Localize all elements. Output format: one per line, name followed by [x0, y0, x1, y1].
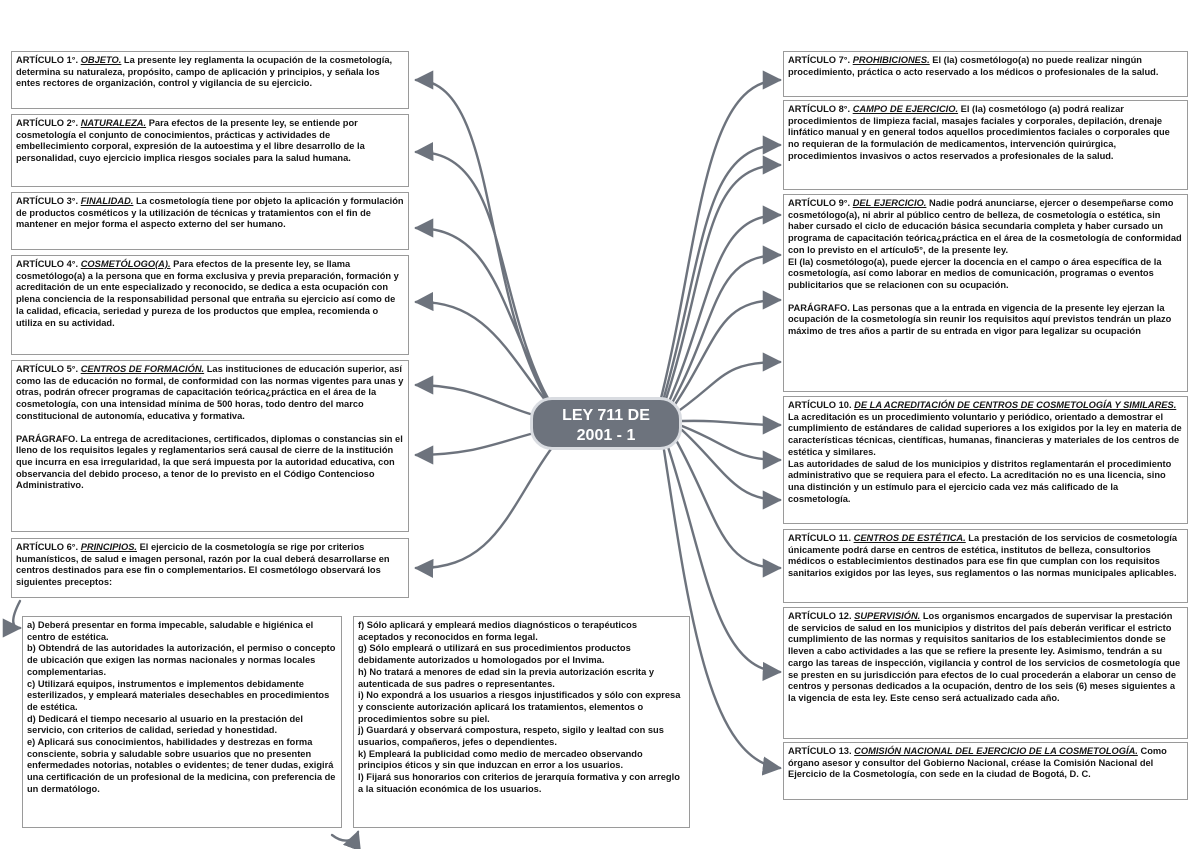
article-text: Los organismos encargados de supervisar la prestación de servicios de salud en los municipios y distritos del país deberán verificar el estricto cumplimiento de las normas y requisitos sanitarios de los establecimientos donde se lleven a cabo actividades a las que se refiere la presente ley. Asimismo, tendrán a su cargo las tareas de inspección, vigilancia y control de los servicios de cosmetología que se presten en su jurisdicción para efectos de lo cual procederán a elaborar un censo de centros y personas dedicados a la ocupación, dentro de los seis (6) meses siguientes a la vigencia de esta ley. Este censo será actualizado cada año. [788, 611, 1181, 703]
article-8-box[interactable] [783, 100, 1188, 190]
precepts-f-l-box[interactable] [353, 616, 690, 828]
article-5-box[interactable] [11, 360, 409, 532]
article-label: ARTÍCULO 3°. [16, 196, 79, 206]
link-art10-c [682, 430, 780, 500]
precept-item: b) Obtendrá de las autoridades la autorización, el permiso o concepto de ubicación que exigen las normas nacionales y normas locales complementarias. [27, 643, 336, 677]
article-title: DE LA ACREDITACIÓN DE CENTROS DE COSMETOLOGÍA Y SIMILARES. [854, 400, 1177, 410]
article-title: COSMETÓLOGO(A). [80, 259, 171, 269]
article-12-box[interactable] [783, 607, 1188, 739]
article-label: ARTÍCULO 1°. [16, 55, 79, 65]
article-text: Nadie podrá anunciarse, ejercer o desempeñarse como cosmetólogo(a), ni abrir al público centro de belleza, de cosmetología o estética, sin haber cursado el ciclo de educación básica secundaria completa y haber cursado un programa de capacitación teórica¿práctica en el área de la cosmetología de conformidad con lo previsto en el artículo5°, de la presente ley. [788, 198, 1182, 255]
paragraph-label: PARÁGRAFO. [16, 433, 78, 444]
central-topic-line2: 2001 - 1 [576, 427, 636, 444]
precept-item: h) No tratará a menores de edad sin la previa autorización escrita y autenticada de sus padres o representantes. [358, 666, 655, 689]
central-topic-line1: LEY 711 DE [562, 407, 650, 424]
article-10-box[interactable] [783, 396, 1188, 524]
article-text-2: Las autoridades de salud de los municipios y distritos reglamentarán el procedimiento administrativo que se requiera para el efecto. La acreditación no es una licencia, sino una distinción y un estímulo para el ejercicio cada vez más calificado de la cosmetología. [788, 458, 1172, 504]
article-label: ARTÍCULO 2°. [16, 118, 79, 128]
link-art10 [682, 421, 780, 425]
article-11-box[interactable] [783, 529, 1188, 603]
paragraph-label: PARÁGRAFO. [788, 302, 850, 313]
article-title: OBJETO. [80, 55, 122, 65]
article-label: ARTÍCULO 9°. [788, 198, 851, 208]
article-text: Las instituciones de educación superior, así como las de educación no formal, de conformidad con las normas vigentes para unas y otras, podrán ofrecer programas de capacitación teórica¿práctica en el área de la cosmetología, con una intensidad mínima de 500 horas, todo dentro del marco constitucional de autonomía, educativa y formativa. [16, 364, 404, 421]
precept-item: d) Dedicará el tiempo necesario al usuario en la prestación del servicio, con criterios de calidad, seriedad y honestidad. [27, 713, 303, 736]
article-3-box[interactable] [11, 192, 409, 250]
article-label: ARTÍCULO 12. [788, 611, 852, 621]
article-9-box[interactable] [783, 194, 1188, 392]
precept-item: a) Deberá presentar en forma impecable, saludable e higiénica el centro de estética. [27, 620, 314, 642]
article-text: El ejercicio de la cosmetología se rige por criterios humanísticos, de salud e imagen personal, razón por la cual deberá desarrollarse en centros destinados para ese fin o complementarios. El cosmetólogo observará los siguientes preceptos: [16, 542, 390, 588]
central-topic-node[interactable] [530, 397, 682, 450]
article-title: PROHIBICIONES. [852, 55, 930, 65]
article-13-box[interactable] [783, 742, 1188, 800]
article-text: El (la) cosmetólogo(a) no puede realizar ningún procedimiento, práctica o acto reservado a los médicos o profesionales de la salud. [788, 55, 1159, 77]
article-title: CENTROS DE FORMACIÓN. [80, 364, 205, 374]
article-text: Para efectos de la presente ley, se entiende por cosmetología el conjunto de conocimientos, prácticas y actividades de embellecimiento corporal, expresión de la autoestima y el libre desarrollo de la personalidad, cuyo ejercicio implica riesgos sociales para la salud humana. [16, 118, 365, 164]
article-label: ARTÍCULO 10. [788, 400, 852, 410]
paragraph-text: Las personas que a la entrada en vigencia de la presente ley ejerzan la ocupación de la cosmetología sin reunir los requisitos aquí previstos tendrán un plazo máximo de tres años a partir de su entrada en vigor para legalizar su ocupación [788, 302, 1172, 337]
article-title: DEL EJERCICIO. [852, 198, 927, 208]
article-label: ARTÍCULO 5°. [16, 364, 79, 374]
article-label: ARTÍCULO 4°. [16, 259, 79, 269]
article-2-box[interactable] [11, 114, 409, 187]
article-title: CENTROS DE ESTÉTICA. [853, 533, 966, 543]
article-label: ARTÍCULO 11. [788, 533, 852, 543]
article-text: Para efectos de la presente ley, se llama cosmetólogo(a) a la persona que en forma exclusiva y previa preparación, formación y acreditación de un ente especializado y reconocido, se dedica a esta ocupación con plena conciencia de la responsabilidad personal que entraña su ejercicio así como de la calidad, eficacia, seriedad y pureza de los productos que emplea, recomienda o utiliza en su actividad. [16, 259, 399, 328]
link-art1 [416, 80, 553, 410]
article-label: ARTÍCULO 13. [788, 746, 852, 756]
article-title: PRINCIPIOS. [80, 542, 137, 552]
link-art9-para [670, 362, 780, 417]
precept-item: k) Empleará la publicidad como medio de mercadeo observando principios éticos y sin que induzcan en error a los usuarios. [358, 748, 643, 771]
article-label: ARTÍCULO 7°. [788, 55, 851, 65]
article-text: La prestación de los servicios de cosmetología únicamente podrá darse en centros de estética, institutos de belleza, consultorios médicos o establecimientos destinados para ese fin que cumplan con los requisitos sanitarios exigidos por las leyes, sus reglamentos o las normas municipales aplicables. [788, 533, 1178, 579]
precept-item: c) Utilizará equipos, instrumentos e implementos debidamente esterilizados, y empleará materiales desechables en procedimientos de estética. [27, 678, 330, 712]
article-title: COMISIÓN NACIONAL DEL EJERCICIO DE LA COSMETOLOGÍA. [854, 746, 1138, 756]
precept-item: l) Fijará sus honorarios con criterios de jerarquía formativa y con arreglo a la situación económica de los usuarios. [358, 772, 680, 794]
article-text: Como órgano asesor y consultor del Gobierno Nacional, créase la Comisión Nacional del Ejercicio de la Cosmetología, con sede en la ciudad de Bogotá, D. C. [788, 746, 1167, 780]
article-4-box[interactable] [11, 255, 409, 355]
article-text: La acreditación es un procedimiento voluntario y periódico, orientado a demostrar el cumplimiento de estándares de calidad superiores a los exigidos por la ley en materia de características técnicas, científicas, humanas, financieras y materiales de los centros de estética y similares. [788, 411, 1182, 457]
precepts-a-e-box[interactable] [22, 616, 342, 828]
precept-item: i) No expondrá a los usuarios a riesgos injustificados y sólo con expresa y consciente autorización aplicará los tratamientos, elementos o procedimientos sobre su piel. [358, 690, 681, 724]
link-precepts-right [332, 832, 358, 841]
precept-item: f) Sólo aplicará y empleará medios diagnósticos o terapéuticos aceptados y reconocidos en forma legal. [358, 620, 637, 642]
article-title: NATURALEZA. [80, 118, 147, 128]
article-label: ARTÍCULO 6°. [16, 542, 79, 552]
link-precepts [13, 601, 20, 628]
link-art6 [416, 437, 560, 568]
article-title: FINALIDAD. [80, 196, 134, 206]
link-art8 [660, 145, 780, 411]
article-label: ARTÍCULO 8°. [788, 104, 851, 114]
precept-item: e) Aplicará sus conocimientos, habilidades y destrezas en forma consciente, sobria y saludable sobre usuarios que no presenten enfermedades notorias, notables o evidentes; de tener dudas, exigirá una certificación de un profesional de la medicina, con preferencia de un dermatólogo. [27, 737, 336, 794]
article-6-box[interactable] [11, 538, 409, 598]
article-1-box[interactable] [11, 51, 409, 109]
article-text: El (la) cosmetólogo (a) podrá realizar procedimientos de limpieza facial, masajes faciales y corporales, depilación, drenaje linfático manual y en general todos aquellos procedimientos faciales o corporales que no requieran de la formulación de medicamentos, intervención quirúrgica, procedimientos invasivos o actos reservados a profesionales de la salud. [788, 104, 1170, 161]
article-title: SUPERVISIÓN. [854, 611, 921, 621]
paragraph-text: La entrega de acreditaciones, certificados, diplomas o constancias sin el lleno de los requisitos legales y reglamentarios será causal de cierre de la institución que incurra en esa irregularidad, la que será impuesta por la autoridad educativa, con observancia del debido proceso, a tenor de lo previsto en el Código Contencioso Administrativo. [16, 433, 403, 491]
article-title: CAMPO DE EJERCICIO. [852, 104, 959, 114]
article-text: La cosmetología tiene por objeto la aplicación y formulación de productos cosméticos y la utilización de técnicas y tratamientos con el fin de mantener en mejor forma el aspecto externo del ser humano. [16, 196, 404, 230]
precept-item: j) Guardará y observará compostura, respeto, sigilo y lealtad con sus usuarios, compañeros, jefes o dependientes. [358, 725, 664, 748]
article-text-2: El (la) cosmetólogo(a), puede ejercer la docencia en el campo o área específica de la cosmetología, así como laborar en medios de comunicación, programas o eventos publicitarios que se relacionen con su ocupación. [788, 256, 1162, 290]
article-7-box[interactable] [783, 51, 1188, 97]
article-text: La presente ley reglamenta la ocupación de la cosmetología, determina su naturaleza, propósito, campo de aplicación y principios, y señala los entes rectores de organización, control y vigilancia de su ejercicio. [16, 55, 393, 89]
precept-item: g) Sólo empleará o utilizará en sus procedimientos productos debidamente autorizados u homologados por el Invima. [358, 643, 631, 666]
